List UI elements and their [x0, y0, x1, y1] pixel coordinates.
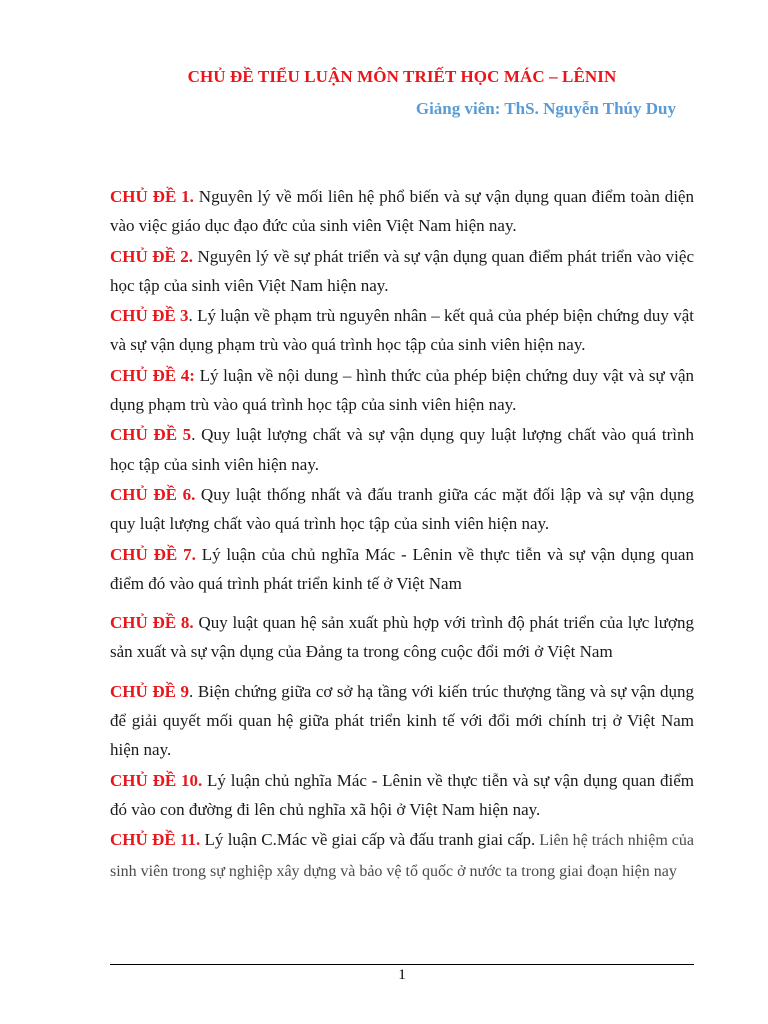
topic-label: CHỦ ĐỀ 7.: [110, 544, 196, 564]
topic-item-6: [110, 480, 694, 539]
topic-item-2: [110, 242, 694, 301]
topic-text: Nguyên lý về sự phát triển và sự vận dụng quan điểm phát triển vào việc học tập của sinh viên Việt Nam hiện nay.: [110, 246, 694, 295]
topic-label: CHỦ ĐỀ 1.: [110, 187, 194, 206]
lecturer-name: Giảng viên: ThS. Nguyễn Thúy Duy: [415, 99, 676, 118]
document-title: CHỦ ĐỀ TIỂU LUẬN MÔN TRIẾT HỌC MÁC – LÊNIN: [187, 67, 617, 86]
topic-item-1: [110, 182, 694, 241]
topic-item-7: [110, 540, 694, 599]
topic-text: Lý luận C.Mác về giai cấp và đấu tranh giai cấp.: [200, 830, 536, 850]
topic-label: CHỦ ĐỀ 10.: [110, 770, 203, 790]
topic-tail-text: Liên hệ trách nhiệm của sinh viên trong sự nghiệp xây dựng và bảo vệ tổ quốc ở nước ta trong giai đoạn hiện nay: [110, 832, 694, 880]
topic-item-8: [110, 608, 694, 667]
topic-text: Quy luật quan hệ sản xuất phù hợp với trình độ phát triển của lực lượng sản xuất và sự vận dụng của Đảng ta trong công cuộc đổi mới ở Việt Nam: [110, 613, 694, 662]
topic-list: [110, 182, 694, 887]
page-number: 1: [398, 967, 406, 983]
footer-divider: [110, 964, 694, 965]
topic-text: Nguyên lý về mối liên hệ phổ biến và sự vận dụng quan điểm toàn diện vào việc giáo dục đạo đức của sinh viên Việt Nam hiện nay.: [110, 187, 694, 236]
topic-item-5: [110, 420, 694, 479]
topic-item-9: [110, 677, 694, 765]
topic-text: . Lý luận về phạm trù nguyên nhân – kết quả của phép biện chứng duy vật và sự vận dụng phạm trù vào quá trình học tập của sinh viên hiện nay.: [110, 306, 694, 355]
topic-label: CHỦ ĐỀ 4:: [110, 365, 195, 385]
topic-label: CHỦ ĐỀ 11.: [110, 830, 201, 850]
topic-item-4: [110, 361, 694, 420]
topic-item-10: [110, 766, 694, 825]
topic-item-11: [110, 825, 694, 886]
topic-text: . Quy luật lượng chất và sự vận dụng quy luật lượng chất vào quá trình học tập của sinh viên hiện nay.: [110, 425, 694, 474]
topic-text: Quy luật thống nhất và đấu tranh giữa các mặt đối lập và sự vận dụng quy luật lượng chất vào quá trình học tập của sinh viên hiện nay.: [110, 484, 694, 534]
topic-label: CHỦ ĐỀ 6.: [110, 484, 196, 504]
topic-label: CHỦ ĐỀ 9: [110, 681, 190, 701]
topic-text: Lý luận của chủ nghĩa Mác - Lênin về thực tiễn và sự vận dụng quan điểm đó vào quá trình phát triển kinh tế ở Việt Nam: [110, 544, 694, 593]
topic-label: CHỦ ĐỀ 5: [110, 425, 192, 445]
topic-label: CHỦ ĐỀ 8.: [110, 613, 194, 633]
topic-item-3: [110, 301, 694, 360]
topic-text: Lý luận về nội dung – hình thức của phép biện chứng duy vật và sự vận dụng phạm trù vào quá trình học tập của sinh viên hiện nay.: [110, 365, 694, 415]
topic-label: CHỦ ĐỀ 2.: [110, 246, 194, 266]
topic-text: . Biện chứng giữa cơ sở hạ tầng với kiến trúc thượng tầng và sự vận dụng để giải quyết mối quan hệ giữa phát triển kinh tế với đổi mới chính trị ở Việt Nam hiện nay.: [110, 681, 694, 760]
topic-text: Lý luận chủ nghĩa Mác - Lênin về thực tiễn và sự vận dụng quan điểm đó vào con đường đi lên chủ nghĩa xã hội ở Việt Nam hiện nay.: [110, 770, 694, 819]
topic-label: CHỦ ĐỀ 3: [110, 306, 189, 326]
